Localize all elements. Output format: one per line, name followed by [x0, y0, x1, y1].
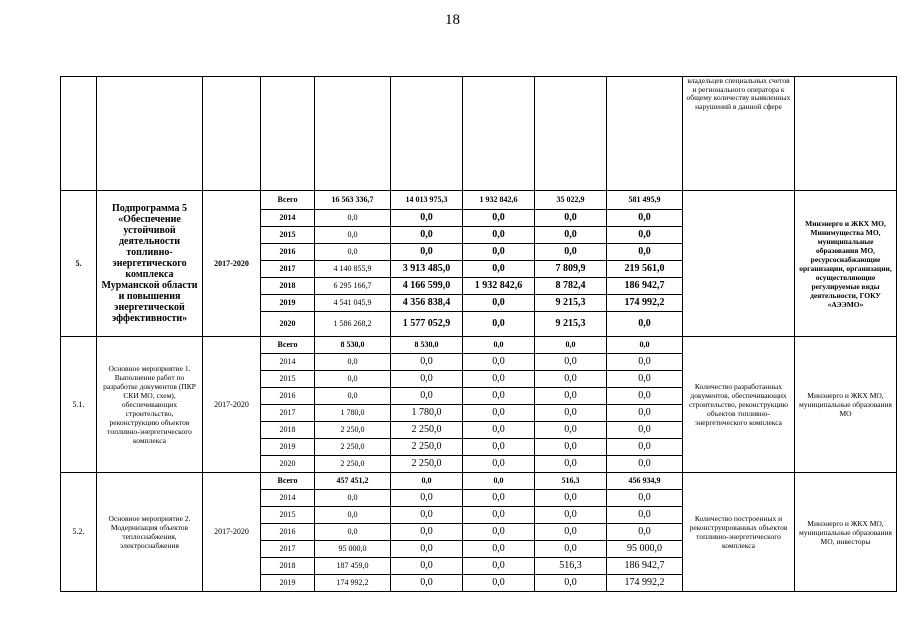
- value-cell: 0,0: [391, 524, 463, 541]
- responsible-executors: Минэнерго и ЖКХ МО, муниципальные образования МО: [795, 337, 897, 473]
- value-cell: 516,3: [535, 558, 607, 575]
- value-cell: 0,0: [535, 439, 607, 456]
- value-cell: 35 022,9: [535, 191, 607, 210]
- value-cell: 0,0: [391, 227, 463, 244]
- value-cell: 0,0: [463, 473, 535, 490]
- program-table: [60, 76, 897, 592]
- value-cell: 0,0: [391, 575, 463, 592]
- value-cell: 1 780,0: [391, 405, 463, 422]
- year-cell: 2019: [261, 295, 315, 312]
- value-cell: 0,0: [463, 558, 535, 575]
- value-cell: 0,0: [535, 371, 607, 388]
- value-cell: 3 913 485,0: [391, 261, 463, 278]
- value-cell: 0,0: [463, 422, 535, 439]
- value-cell: 456 934,9: [607, 473, 683, 490]
- value-cell: 0,0: [607, 405, 683, 422]
- value-cell: 4 541 045,9: [315, 295, 391, 312]
- value-cell: 8 782,4: [535, 278, 607, 295]
- value-cell: 2 250,0: [391, 439, 463, 456]
- value-cell: 0,0: [607, 312, 683, 337]
- value-cell: 0,0: [315, 354, 391, 371]
- year-cell: 2016: [261, 244, 315, 261]
- value-cell: 0,0: [391, 371, 463, 388]
- table-row: [61, 191, 897, 210]
- value-cell: 7 809,9: [535, 261, 607, 278]
- value-cell: 0,0: [463, 456, 535, 473]
- value-cell: 0,0: [607, 371, 683, 388]
- responsible-executors: Минэнерго и ЖКХ МО, муниципальные образования МО, инвесторы: [795, 473, 897, 592]
- indicator: [683, 191, 795, 337]
- subprogram-title: Подпрограмма 5 «Обеспечение устойчивой деятельности топливно-энергетического комплекса Мурманской области и повышения энергетической эффективности»: [97, 191, 203, 337]
- value-cell: 0,0: [463, 210, 535, 227]
- value-cell: 174 992,2: [607, 295, 683, 312]
- year-cell: 2015: [261, 507, 315, 524]
- year-cell: 2016: [261, 524, 315, 541]
- year-cell: 2015: [261, 371, 315, 388]
- value-cell: 0,0: [535, 490, 607, 507]
- measure-title: Основное мероприятие 1. Выполнение работ по разработке документов (ПКР СКИ МО, схем), обеспечивающих строительство, реконструкцию объектов топливно-энергетического комплекса: [97, 337, 203, 473]
- value-cell: 174 992,2: [315, 575, 391, 592]
- value-cell: 0,0: [463, 575, 535, 592]
- row-number: 5.2.: [61, 473, 97, 592]
- value-cell: 0,0: [391, 558, 463, 575]
- year-cell: Всего: [261, 191, 315, 210]
- value-cell: 0,0: [535, 541, 607, 558]
- period: 2017-2020: [203, 191, 261, 337]
- year-cell: 2014: [261, 354, 315, 371]
- value-cell: 0,0: [463, 244, 535, 261]
- value-cell: 2 250,0: [315, 456, 391, 473]
- value-cell: 0,0: [463, 295, 535, 312]
- value-cell: 0,0: [535, 405, 607, 422]
- value-cell: 0,0: [607, 210, 683, 227]
- indicator: Количество разработанных документов, обеспечивающих строительство, реконструкцию объектов топливно-энергетического комплекса: [683, 337, 795, 473]
- value-cell: 0,0: [535, 422, 607, 439]
- row-number: 5.1.: [61, 337, 97, 473]
- value-cell: 0,0: [463, 490, 535, 507]
- value-cell: 0,0: [315, 388, 391, 405]
- value-cell: 0,0: [607, 456, 683, 473]
- value-cell: 0,0: [607, 337, 683, 354]
- table-row: [61, 337, 897, 354]
- value-cell: 0,0: [463, 405, 535, 422]
- page-number: 18: [445, 12, 460, 28]
- year-cell: 2017: [261, 261, 315, 278]
- value-cell: 0,0: [535, 227, 607, 244]
- table-row: [61, 473, 897, 490]
- year-cell: 2014: [261, 210, 315, 227]
- value-cell: 0,0: [391, 473, 463, 490]
- value-cell: 0,0: [607, 227, 683, 244]
- indicator: Количество построенных и реконструированных объектов топливно-энергетического комплекса: [683, 473, 795, 592]
- value-cell: 0,0: [535, 354, 607, 371]
- period: 2017-2020: [203, 337, 261, 473]
- value-cell: 6 295 166,7: [315, 278, 391, 295]
- year-cell: 2018: [261, 422, 315, 439]
- value-cell: 2 250,0: [315, 439, 391, 456]
- value-cell: 0,0: [607, 244, 683, 261]
- value-cell: 0,0: [535, 456, 607, 473]
- value-cell: 95 000,0: [607, 541, 683, 558]
- value-cell: 0,0: [391, 210, 463, 227]
- value-cell: 0,0: [463, 312, 535, 337]
- value-cell: 0,0: [391, 388, 463, 405]
- value-cell: 1 577 052,9: [391, 312, 463, 337]
- value-cell: 0,0: [463, 371, 535, 388]
- year-cell: Всего: [261, 337, 315, 354]
- year-cell: 2020: [261, 456, 315, 473]
- value-cell: 0,0: [535, 210, 607, 227]
- indicator-note: владельцев специальных счетов и регионального оператора к общему количеству выявленных нарушений в данной сфере: [683, 77, 795, 191]
- value-cell: 0,0: [391, 507, 463, 524]
- value-cell: 9 215,3: [535, 312, 607, 337]
- value-cell: 0,0: [607, 439, 683, 456]
- value-cell: 0,0: [463, 524, 535, 541]
- value-cell: 187 459,0: [315, 558, 391, 575]
- period: 2017-2020: [203, 473, 261, 592]
- row-number: 5.: [61, 191, 97, 337]
- value-cell: 2 250,0: [391, 422, 463, 439]
- value-cell: 0,0: [315, 507, 391, 524]
- value-cell: 0,0: [463, 354, 535, 371]
- year-cell: 2015: [261, 227, 315, 244]
- value-cell: 186 942,7: [607, 278, 683, 295]
- value-cell: 0,0: [315, 227, 391, 244]
- value-cell: 0,0: [535, 244, 607, 261]
- value-cell: 0,0: [535, 524, 607, 541]
- value-cell: 0,0: [391, 490, 463, 507]
- year-cell: 2020: [261, 312, 315, 337]
- value-cell: 516,3: [535, 473, 607, 490]
- value-cell: 0,0: [391, 541, 463, 558]
- value-cell: 0,0: [463, 337, 535, 354]
- value-cell: 0,0: [315, 244, 391, 261]
- value-cell: 174 992,2: [607, 575, 683, 592]
- value-cell: 0,0: [607, 354, 683, 371]
- year-cell: 2019: [261, 439, 315, 456]
- value-cell: 8 530,0: [391, 337, 463, 354]
- value-cell: 1 932 842,6: [463, 191, 535, 210]
- value-cell: 2 250,0: [391, 456, 463, 473]
- value-cell: 581 495,9: [607, 191, 683, 210]
- year-cell: 2017: [261, 541, 315, 558]
- value-cell: 0,0: [535, 337, 607, 354]
- value-cell: 0,0: [463, 541, 535, 558]
- value-cell: 0,0: [607, 507, 683, 524]
- value-cell: 8 530,0: [315, 337, 391, 354]
- value-cell: 4 166 599,0: [391, 278, 463, 295]
- measure-title: Основное мероприятие 2. Модернизация объектов теплоснабжения, электроснабжения: [97, 473, 203, 592]
- value-cell: 0,0: [391, 244, 463, 261]
- value-cell: 0,0: [463, 439, 535, 456]
- value-cell: 95 000,0: [315, 541, 391, 558]
- value-cell: 0,0: [315, 210, 391, 227]
- value-cell: 0,0: [391, 354, 463, 371]
- value-cell: 0,0: [535, 507, 607, 524]
- responsible-executors: Минэнерго и ЖКХ МО, Минимущества МО, муниципальные образования МО, ресурсоснабжающие организации, организации, осуществляющие регулируемые виды деятельности, ГОКУ «АЭЭМО»: [795, 191, 897, 337]
- value-cell: 4 356 838,4: [391, 295, 463, 312]
- year-cell: 2014: [261, 490, 315, 507]
- value-cell: 457 451,2: [315, 473, 391, 490]
- value-cell: 0,0: [463, 388, 535, 405]
- year-cell: 2019: [261, 575, 315, 592]
- value-cell: 0,0: [535, 575, 607, 592]
- value-cell: 0,0: [607, 524, 683, 541]
- value-cell: 0,0: [607, 490, 683, 507]
- value-cell: 1 932 842,6: [463, 278, 535, 295]
- value-cell: 2 250,0: [315, 422, 391, 439]
- value-cell: 0,0: [607, 388, 683, 405]
- value-cell: 186 942,7: [607, 558, 683, 575]
- value-cell: 1 780,0: [315, 405, 391, 422]
- year-cell: 2018: [261, 558, 315, 575]
- value-cell: 0,0: [463, 507, 535, 524]
- continuation-row: [61, 77, 897, 191]
- value-cell: 4 140 855,9: [315, 261, 391, 278]
- value-cell: 9 215,3: [535, 295, 607, 312]
- year-cell: 2017: [261, 405, 315, 422]
- value-cell: 0,0: [315, 371, 391, 388]
- value-cell: 1 586 268,2: [315, 312, 391, 337]
- value-cell: 14 013 975,3: [391, 191, 463, 210]
- value-cell: 16 563 336,7: [315, 191, 391, 210]
- value-cell: 0,0: [463, 227, 535, 244]
- value-cell: 0,0: [315, 490, 391, 507]
- value-cell: 0,0: [463, 261, 535, 278]
- value-cell: 0,0: [607, 422, 683, 439]
- value-cell: 0,0: [315, 524, 391, 541]
- year-cell: Всего: [261, 473, 315, 490]
- value-cell: 219 561,0: [607, 261, 683, 278]
- value-cell: 0,0: [535, 388, 607, 405]
- year-cell: 2016: [261, 388, 315, 405]
- year-cell: 2018: [261, 278, 315, 295]
